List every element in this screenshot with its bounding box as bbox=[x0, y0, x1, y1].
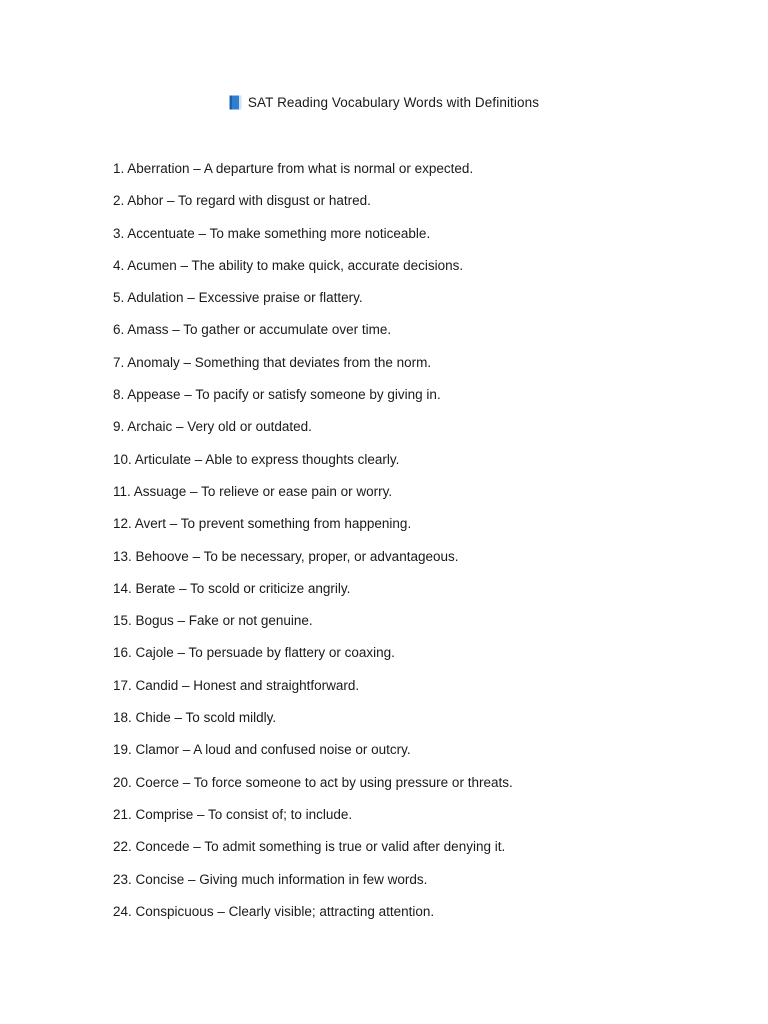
vocabulary-entry: 14. Berate – To scold or criticize angrily. bbox=[113, 580, 351, 596]
vocabulary-entry: 5. Adulation – Excessive praise or flattery. bbox=[113, 290, 363, 306]
vocabulary-entry: 7. Anomaly – Something that deviates from the norm. bbox=[113, 354, 432, 370]
blue-book-icon bbox=[229, 95, 242, 110]
vocabulary-entry: 20. Coerce – To force someone to act by using pressure or threats. bbox=[113, 774, 513, 790]
document-header bbox=[0, 95, 768, 110]
vocabulary-entry: 19. Clamor – A loud and confused noise or outcry. bbox=[113, 742, 411, 758]
vocabulary-entry: 1. Aberration – A departure from what is normal or expected. bbox=[113, 161, 474, 176]
vocabulary-entry: 23. Concise – Giving much information in few words. bbox=[113, 871, 428, 887]
vocabulary-entry: 3. Accentuate – To make something more noticeable. bbox=[113, 225, 431, 241]
vocabulary-entry: 21. Comprise – To consist of; to include. bbox=[113, 806, 353, 822]
vocabulary-entry: 4. Acumen – The ability to make quick, accurate decisions. bbox=[113, 257, 464, 273]
vocabulary-entry: 6. Amass – To gather or accumulate over time. bbox=[113, 322, 392, 338]
vocabulary-entry: 9. Archaic – Very old or outdated. bbox=[113, 419, 312, 435]
vocabulary-entry: 2. Abhor – To regard with disgust or hatred. bbox=[113, 193, 371, 209]
vocabulary-entry: 22. Concede – To admit something is true or valid after denying it. bbox=[113, 839, 506, 855]
vocabulary-list bbox=[113, 160, 713, 935]
vocabulary-entry: 15. Bogus – Fake or not genuine. bbox=[113, 613, 313, 629]
vocabulary-entry: 8. Appease – To pacify or satisfy someone by giving in. bbox=[113, 387, 441, 403]
vocabulary-entry: 13. Behoove – To be necessary, proper, or advantageous. bbox=[113, 548, 459, 564]
vocabulary-entry: 18. Chide – To scold mildly. bbox=[113, 710, 277, 726]
document-title: SAT Reading Vocabulary Words with Definitions bbox=[247, 95, 540, 110]
vocabulary-entry: 17. Candid – Honest and straightforward. bbox=[113, 677, 360, 693]
vocabulary-entry: 24. Conspicuous – Clearly visible; attracting attention. bbox=[113, 903, 435, 919]
vocabulary-entry: 11. Assuage – To relieve or ease pain or worry. bbox=[113, 483, 393, 499]
vocabulary-entry: 12. Avert – To prevent something from happening. bbox=[113, 516, 412, 532]
vocabulary-entry: 16. Cajole – To persuade by flattery or coaxing. bbox=[113, 645, 395, 661]
vocabulary-entry: 10. Articulate – Able to express thoughts clearly. bbox=[113, 451, 400, 467]
